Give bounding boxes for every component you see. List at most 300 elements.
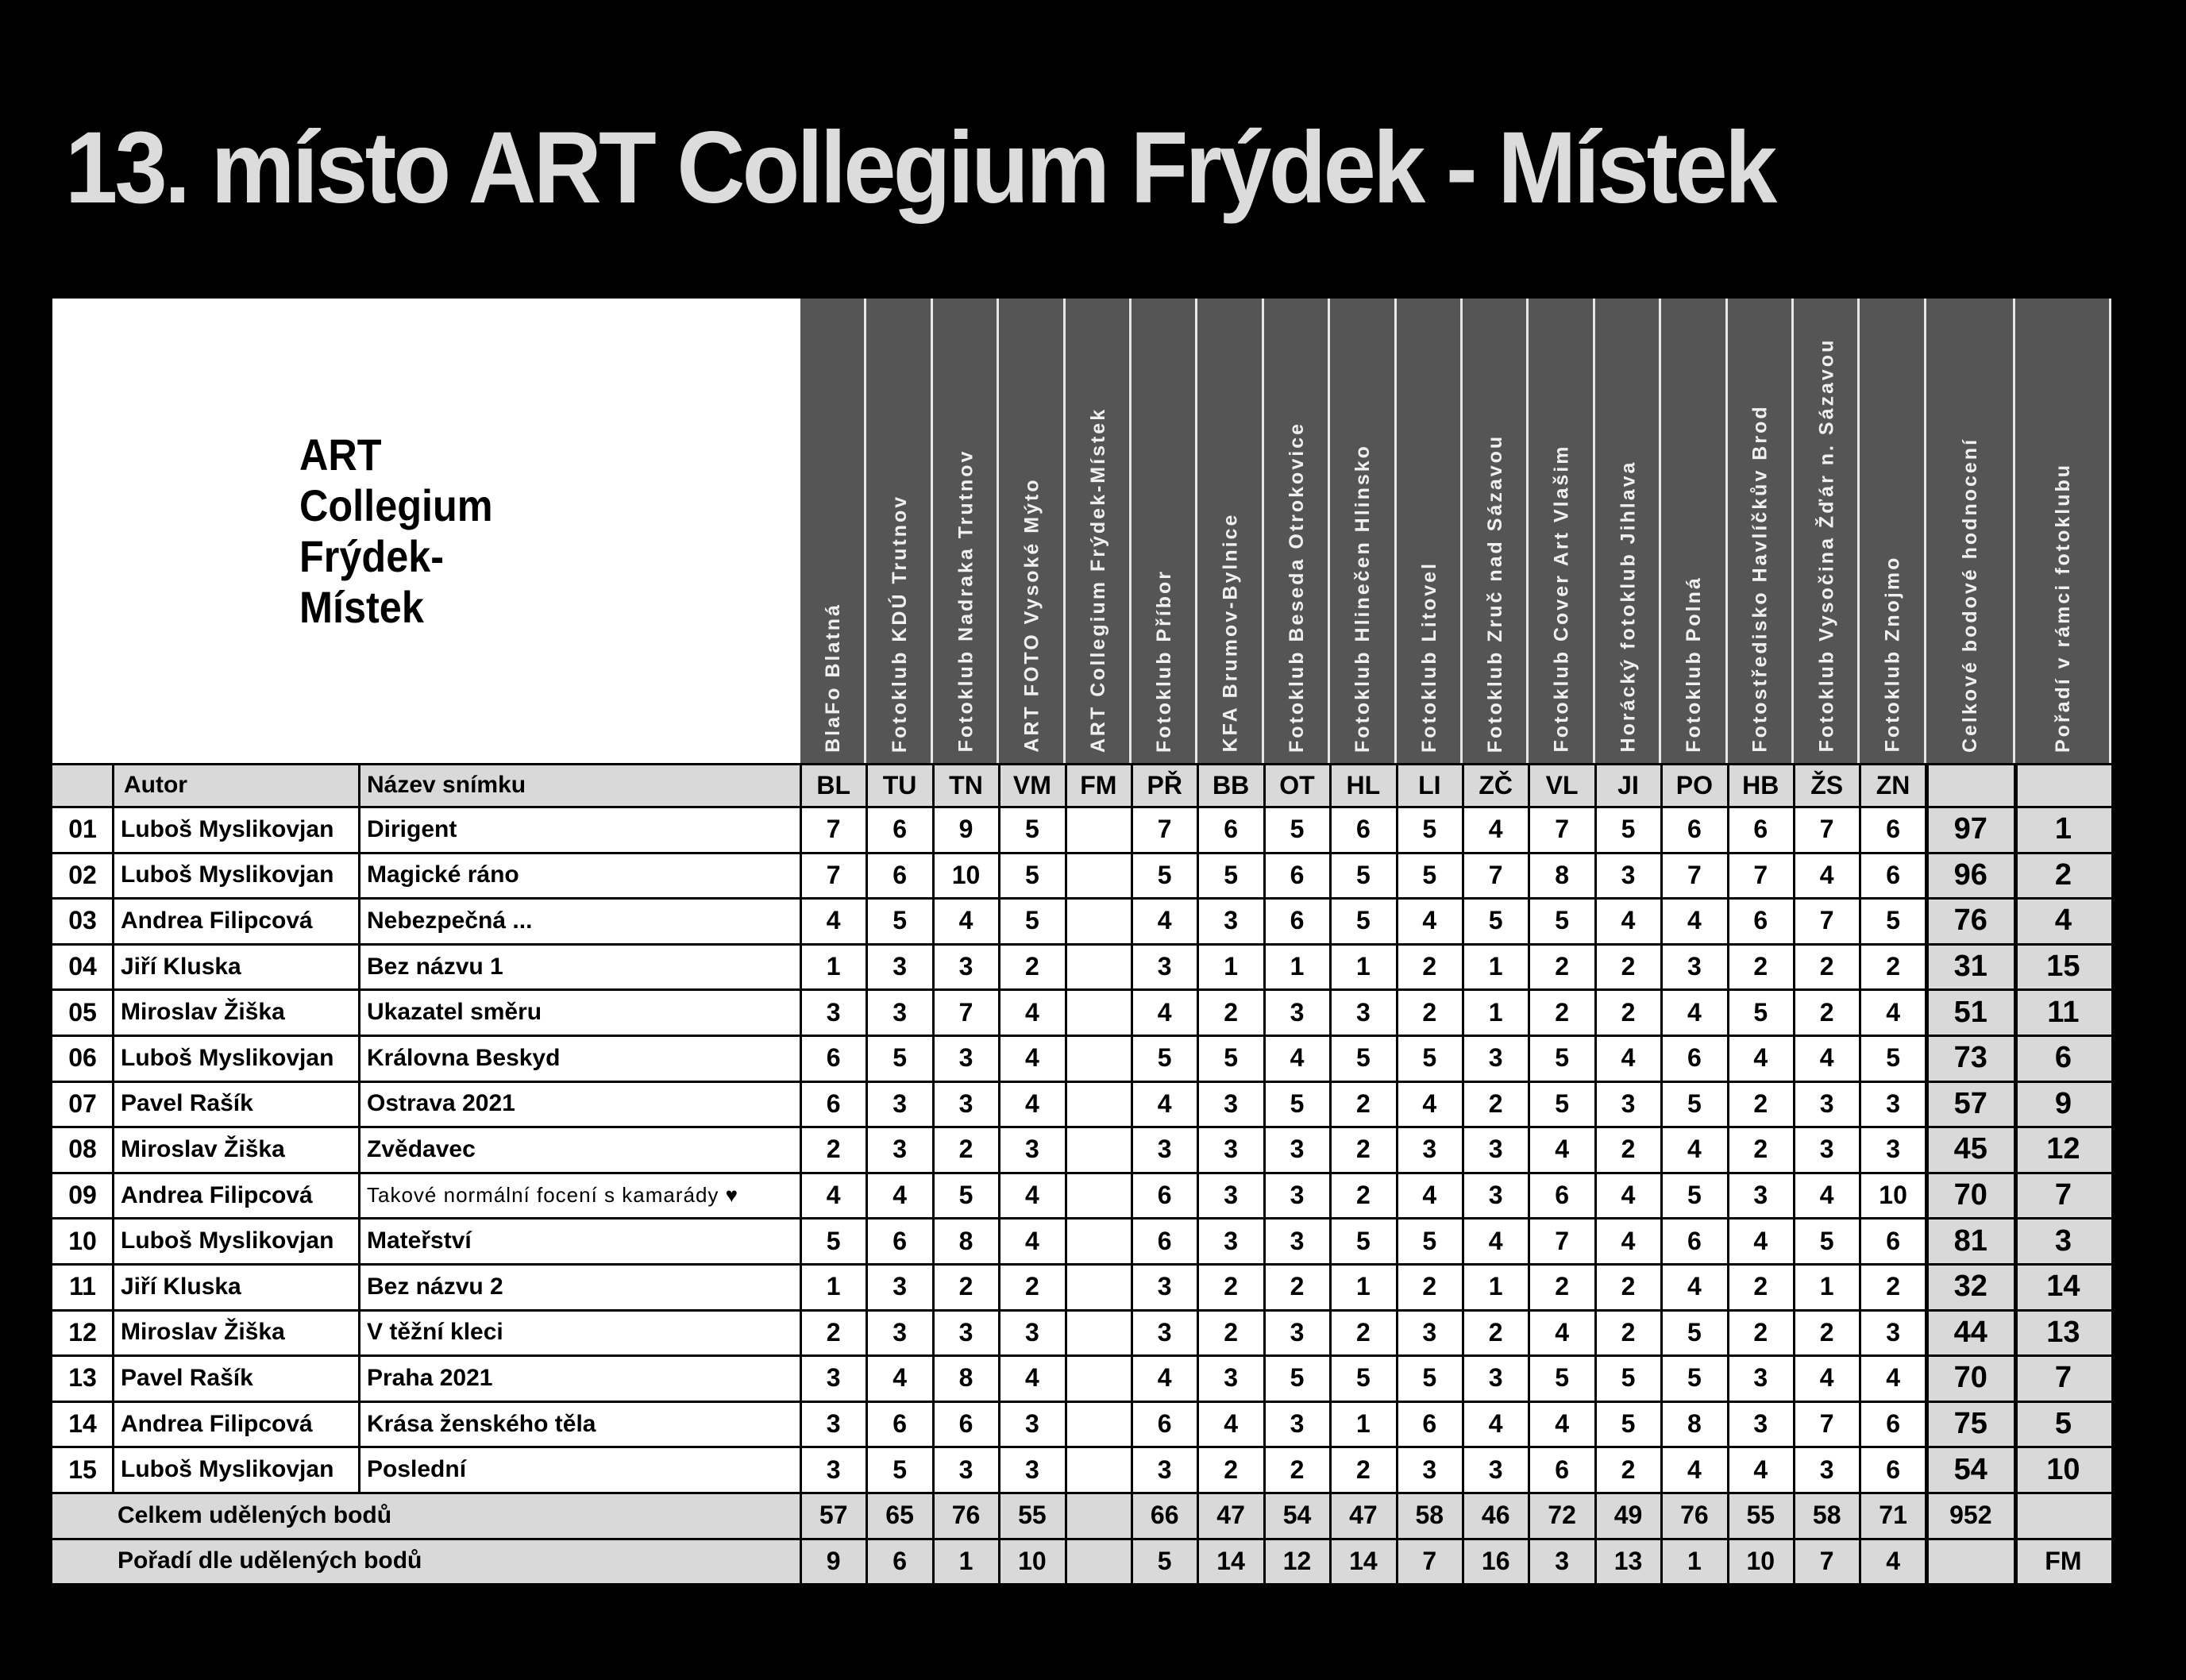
score-cell: 2 [1595, 1310, 1661, 1356]
score-cell [1066, 1264, 1132, 1310]
score-cell [1066, 1081, 1132, 1127]
score-cell: 5 [1197, 1035, 1263, 1081]
club-header-ot-label: Fotoklub Beseda Otrokovice [1285, 421, 1308, 753]
totals-row-total: 952 [1926, 1493, 2015, 1539]
totals-row-value: 49 [1595, 1493, 1661, 1539]
row-divider [52, 1401, 2111, 1403]
score-cell: 6 [1661, 1035, 1727, 1081]
totals-row-rank [2015, 1493, 2111, 1539]
totals-row-value [1066, 1493, 1132, 1539]
score-cell: 6 [1860, 1218, 1926, 1264]
row-number: 11 [52, 1264, 113, 1310]
club-header-li [1397, 299, 1463, 764]
score-cell: 2 [1794, 1310, 1860, 1356]
total-score: 31 [1926, 944, 2015, 990]
score-cell: 5 [866, 898, 932, 944]
row-number: 13 [52, 1355, 113, 1401]
total-score: 51 [1926, 989, 2015, 1035]
total-score: 73 [1926, 1035, 2015, 1081]
score-cell: 5 [999, 807, 1065, 853]
score-cell: 10 [933, 853, 999, 899]
score-cell: 5 [1330, 1218, 1396, 1264]
score-cell: 7 [1529, 807, 1594, 853]
totals-row-value: 58 [1794, 1493, 1860, 1539]
order-row-label: Pořadí dle udělených bodů [52, 1539, 800, 1585]
photo-column-header: Název snímku [359, 764, 800, 807]
photo-title: Zvědavec [359, 1127, 800, 1173]
score-cell: 6 [1264, 898, 1330, 944]
score-cell: 4 [1794, 1355, 1860, 1401]
score-cell: 3 [1132, 944, 1197, 990]
score-cell: 1 [800, 1264, 866, 1310]
totals-row-value: 72 [1529, 1493, 1594, 1539]
score-cell: 5 [1132, 1035, 1197, 1081]
club-header-zn [1860, 299, 1926, 764]
score-cell: 5 [866, 1447, 932, 1493]
score-cell: 3 [1330, 989, 1396, 1035]
score-cell: 4 [800, 898, 866, 944]
row-divider [52, 806, 2111, 808]
score-cell: 3 [1264, 1401, 1330, 1447]
score-cell: 6 [1529, 1447, 1594, 1493]
photo-title: Nebezpečná ... [359, 898, 800, 944]
score-cell: 2 [1330, 1127, 1396, 1173]
column-divider [358, 764, 360, 1493]
total-score: 76 [1926, 898, 2015, 944]
column-divider [866, 764, 868, 1584]
club-header-zč-label: Fotoklub Zruč nad Sázavou [1484, 433, 1507, 753]
totals-row-value: 76 [1661, 1493, 1727, 1539]
score-cell: 9 [933, 807, 999, 853]
score-cell [1066, 1173, 1132, 1219]
score-cell: 4 [1794, 853, 1860, 899]
score-cell: 5 [999, 898, 1065, 944]
score-cell: 2 [1728, 1264, 1794, 1310]
order-row-value: 4 [1860, 1539, 1926, 1585]
score-cell: 5 [1529, 898, 1594, 944]
club-header-po [1661, 299, 1727, 764]
score-cell: 7 [1728, 853, 1794, 899]
score-cell: 1 [1264, 944, 1330, 990]
author-name: Pavel Rašík [113, 1081, 359, 1127]
total-score: 32 [1926, 1264, 2015, 1310]
total-score: 96 [1926, 853, 2015, 899]
row-number: 03 [52, 898, 113, 944]
score-cell: 7 [800, 807, 866, 853]
score-cell: 5 [1132, 853, 1197, 899]
club-header-vm-label: ART FOTO Vysoké Mýto [1020, 477, 1043, 753]
column-divider [1197, 764, 1199, 1584]
author-name: Luboš Myslikovjan [113, 807, 359, 853]
score-cell: 6 [1132, 1218, 1197, 1264]
score-cell: 3 [1860, 1127, 1926, 1173]
club-rank: 11 [2015, 989, 2111, 1035]
score-cell: 2 [800, 1310, 866, 1356]
score-cell: 3 [1264, 1173, 1330, 1219]
photo-title: Praha 2021 [359, 1355, 800, 1401]
row-number: 01 [52, 807, 113, 853]
score-cell: 2 [1197, 1447, 1263, 1493]
score-cell: 7 [933, 989, 999, 1035]
column-divider [1528, 764, 1530, 1584]
order-row-value: 1 [1661, 1539, 1727, 1585]
club-header-vl-label: Fotoklub Cover Art Vlašim [1550, 444, 1573, 753]
score-cell: 6 [1728, 898, 1794, 944]
score-cell: 3 [1463, 1447, 1529, 1493]
score-cell: 3 [1595, 853, 1661, 899]
score-cell: 3 [1794, 1127, 1860, 1173]
row-divider [52, 1354, 2111, 1357]
club-header-ji-label: Horácký fotoklub Jihlava [1616, 460, 1639, 753]
score-cell: 3 [1264, 989, 1330, 1035]
author-name: Miroslav Žiška [113, 1127, 359, 1173]
score-cell: 5 [800, 1218, 866, 1264]
score-cell: 7 [1661, 853, 1727, 899]
totals-row-label: Celkem udělených bodů [52, 1493, 800, 1539]
club-header-žs-label: Fotoklub Vysočina Žďár n. Sázavou [1815, 337, 1838, 753]
score-cell: 4 [1595, 1035, 1661, 1081]
score-cell: 3 [1463, 1173, 1529, 1219]
score-cell: 2 [1794, 944, 1860, 990]
column-divider [800, 764, 802, 1584]
score-cell: 3 [1463, 1127, 1529, 1173]
score-cell: 2 [1595, 989, 1661, 1035]
score-cell: 3 [1264, 1310, 1330, 1356]
column-divider [1396, 764, 1398, 1584]
score-cell: 2 [1728, 944, 1794, 990]
row-number: 09 [52, 1173, 113, 1219]
photo-title: Dirigent [359, 807, 800, 853]
total-score: 57 [1926, 1081, 2015, 1127]
photo-title: Krása ženského těla [359, 1401, 800, 1447]
column-divider [1131, 764, 1133, 1584]
totals-row-value: 55 [1728, 1493, 1794, 1539]
score-cell: 1 [1463, 989, 1529, 1035]
row-number: 14 [52, 1401, 113, 1447]
score-cell: 2 [1595, 1447, 1661, 1493]
club-header-li-label: Fotoklub Litovel [1417, 561, 1440, 753]
row-divider [52, 1126, 2111, 1128]
photo-title: Bez názvu 1 [359, 944, 800, 990]
row-divider [52, 1492, 2111, 1494]
score-cell: 5 [1264, 1081, 1330, 1127]
score-cell: 6 [1728, 807, 1794, 853]
score-cell: 5 [1661, 1310, 1727, 1356]
score-cell: 2 [1595, 1127, 1661, 1173]
order-row-value: 9 [800, 1539, 866, 1585]
score-cell: 4 [1794, 1035, 1860, 1081]
score-cell: 5 [1529, 1035, 1594, 1081]
column-divider [932, 764, 935, 1584]
score-cell [1066, 1218, 1132, 1264]
score-cell: 1 [1463, 944, 1529, 990]
club-code: TN [933, 764, 999, 807]
score-cell: 5 [1264, 807, 1330, 853]
score-cell: 4 [1197, 1401, 1263, 1447]
column-divider [1859, 764, 1861, 1584]
author-name: Jiří Kluska [113, 1264, 359, 1310]
score-cell: 4 [800, 1173, 866, 1219]
row-number: 02 [52, 853, 113, 899]
score-cell: 8 [1661, 1401, 1727, 1447]
club-code: VL [1529, 764, 1594, 807]
column-divider [998, 764, 1000, 1584]
club-header-tu-label: Fotoklub KDÚ Trutnov [888, 494, 911, 753]
totals-row-value: 58 [1397, 1493, 1463, 1539]
score-cell: 2 [800, 1127, 866, 1173]
score-cell: 4 [1397, 1081, 1463, 1127]
score-cell: 4 [1728, 1447, 1794, 1493]
row-divider [52, 1309, 2111, 1312]
score-cell: 8 [933, 1355, 999, 1401]
score-cell [1066, 1401, 1132, 1447]
score-cell: 4 [1132, 1355, 1197, 1401]
score-cell: 2 [1529, 1264, 1594, 1310]
club-header-hb [1728, 299, 1794, 764]
order-row-value: 14 [1197, 1539, 1263, 1585]
club-header-př-label: Fotoklub Příbor [1153, 568, 1176, 753]
score-cell: 4 [1661, 1264, 1727, 1310]
score-cell: 3 [1397, 1310, 1463, 1356]
totals-row-value: 47 [1330, 1493, 1396, 1539]
score-cell: 3 [1197, 898, 1263, 944]
club-header-zč [1463, 299, 1529, 764]
column-divider [1263, 764, 1266, 1584]
total-score: 75 [1926, 1401, 2015, 1447]
score-cell: 4 [866, 1355, 932, 1401]
score-cell: 3 [999, 1401, 1065, 1447]
score-cell: 4 [999, 1081, 1065, 1127]
club-header-tu [866, 299, 932, 764]
order-row-value: 12 [1264, 1539, 1330, 1585]
author-column-header: Autor [52, 764, 359, 807]
score-cell: 2 [1728, 1081, 1794, 1127]
score-cell: 7 [1794, 898, 1860, 944]
score-cell: 6 [1264, 853, 1330, 899]
club-header-ji [1595, 299, 1661, 764]
club-rank: 12 [2015, 1127, 2111, 1173]
photo-title: Magické ráno [359, 853, 800, 899]
score-cell: 3 [999, 1127, 1065, 1173]
score-cell: 3 [1197, 1218, 1263, 1264]
row-divider [52, 1538, 2111, 1540]
order-row-value: 10 [1728, 1539, 1794, 1585]
score-cell: 6 [866, 1218, 932, 1264]
club-code: OT [1264, 764, 1330, 807]
score-cell: 4 [1463, 1401, 1529, 1447]
score-cell: 5 [1595, 1355, 1661, 1401]
author-name: Miroslav Žiška [113, 1310, 359, 1356]
summary-divider [2014, 764, 2018, 1584]
score-cell: 3 [1397, 1447, 1463, 1493]
score-cell: 4 [1397, 898, 1463, 944]
score-cell: 3 [800, 989, 866, 1035]
score-cell: 3 [933, 1081, 999, 1127]
club-header-fm-label: ART Collegium Frýdek-Místek [1086, 407, 1109, 753]
order-row-value: 1 [933, 1539, 999, 1585]
club-rank: 4 [2015, 898, 2111, 944]
score-cell [1066, 1447, 1132, 1493]
score-cell [1066, 1355, 1132, 1401]
score-cell: 6 [1860, 1447, 1926, 1493]
score-cell: 4 [1860, 989, 1926, 1035]
totals-row-value: 66 [1132, 1493, 1197, 1539]
score-cell: 7 [1794, 807, 1860, 853]
score-cell: 5 [1794, 1218, 1860, 1264]
photo-title: Poslední [359, 1447, 800, 1493]
score-cell: 4 [999, 1173, 1065, 1219]
score-cell: 4 [1132, 1081, 1197, 1127]
score-cell: 1 [1330, 1264, 1396, 1310]
total-header [1926, 299, 2015, 764]
column-divider [1594, 764, 1597, 1584]
score-cell: 5 [1529, 1355, 1594, 1401]
score-cell: 4 [1794, 1173, 1860, 1219]
total-score: 97 [1926, 807, 2015, 853]
score-cell: 3 [1728, 1173, 1794, 1219]
score-cell: 5 [1397, 1355, 1463, 1401]
score-cell: 6 [1860, 807, 1926, 853]
order-row-value: 7 [1794, 1539, 1860, 1585]
score-cell: 3 [1728, 1401, 1794, 1447]
column-divider [1793, 764, 1795, 1584]
column-divider [1065, 764, 1067, 1584]
club-header-př [1132, 299, 1197, 764]
score-cell: 2 [1529, 944, 1594, 990]
score-cell: 4 [1529, 1401, 1594, 1447]
club-rank: 7 [2015, 1173, 2111, 1219]
score-cell [1066, 989, 1132, 1035]
score-cell: 5 [1595, 807, 1661, 853]
score-cell: 2 [999, 944, 1065, 990]
score-cell: 6 [800, 1081, 866, 1127]
score-cell: 3 [1132, 1127, 1197, 1173]
header-divider [52, 763, 2111, 765]
score-cell: 6 [866, 807, 932, 853]
row-divider [52, 988, 2111, 991]
score-cell: 2 [1728, 1310, 1794, 1356]
club-header-hb-label: Fotostředisko Havlíčkův Brod [1748, 404, 1772, 753]
score-cell: 1 [1330, 944, 1396, 990]
photo-title: Ukazatel směru [359, 989, 800, 1035]
score-cell: 4 [866, 1173, 932, 1219]
row-number: 06 [52, 1035, 113, 1081]
club-header-tn-label: Fotoklub Nadraka Trutnov [954, 449, 977, 753]
score-cell: 3 [999, 1447, 1065, 1493]
club-rank: 2 [2015, 853, 2111, 899]
score-cell: 2 [1595, 1264, 1661, 1310]
score-cell: 4 [1529, 1127, 1594, 1173]
score-cell: 2 [1397, 944, 1463, 990]
row-divider [52, 1263, 2111, 1266]
score-cell: 1 [1794, 1264, 1860, 1310]
score-cell: 3 [866, 944, 932, 990]
score-cell: 5 [1330, 1355, 1396, 1401]
order-row-total [1926, 1539, 2015, 1585]
column-divider [1329, 764, 1332, 1584]
score-cell: 1 [1197, 944, 1263, 990]
score-cell: 6 [1529, 1173, 1594, 1219]
score-cell: 6 [1197, 807, 1263, 853]
score-cell: 2 [1330, 1173, 1396, 1219]
row-divider [52, 1217, 2111, 1220]
club-header-vl [1529, 299, 1594, 764]
club-header-zn-label: Fotoklub Znojmo [1881, 555, 1904, 753]
score-cell [1066, 1035, 1132, 1081]
row-divider [52, 897, 2111, 900]
score-cell [1066, 807, 1132, 853]
row-number: 07 [52, 1081, 113, 1127]
score-cell: 3 [1463, 1355, 1529, 1401]
score-cell: 5 [1330, 898, 1396, 944]
club-header-bl [800, 299, 866, 764]
score-cell: 5 [1661, 1355, 1727, 1401]
score-cell: 2 [1529, 989, 1594, 1035]
score-cell: 3 [800, 1355, 866, 1401]
score-cell: 3 [1728, 1355, 1794, 1401]
order-row-value: 7 [1397, 1539, 1463, 1585]
score-cell: 3 [933, 1310, 999, 1356]
column-divider [112, 764, 114, 1493]
score-cell: 3 [1132, 1447, 1197, 1493]
totals-row-value: 55 [999, 1493, 1065, 1539]
club-code: ZN [1860, 764, 1926, 807]
club-rank: 15 [2015, 944, 2111, 990]
score-cell: 6 [1661, 807, 1727, 853]
club-code: BB [1197, 764, 1263, 807]
row-number: 15 [52, 1447, 113, 1493]
score-cell: 3 [1264, 1218, 1330, 1264]
club-header-tn [933, 299, 999, 764]
score-cell: 4 [1661, 1447, 1727, 1493]
club-name-box [52, 299, 800, 764]
score-cell: 6 [1397, 1401, 1463, 1447]
author-name: Pavel Rašík [113, 1355, 359, 1401]
column-divider [1462, 764, 1464, 1584]
score-cell: 3 [1197, 1081, 1263, 1127]
score-cell: 5 [1860, 1035, 1926, 1081]
club-header-vm [999, 299, 1065, 764]
totals-row-value: 65 [866, 1493, 932, 1539]
club-rank: 3 [2015, 1218, 2111, 1264]
row-divider [52, 1035, 2111, 1037]
score-cell: 4 [999, 989, 1065, 1035]
score-cell [1066, 898, 1132, 944]
score-cell: 4 [1595, 1173, 1661, 1219]
total-score: 81 [1926, 1218, 2015, 1264]
score-cell: 3 [1264, 1127, 1330, 1173]
total-score: 70 [1926, 1173, 2015, 1219]
score-cell: 3 [1132, 1310, 1197, 1356]
score-cell: 4 [999, 1218, 1065, 1264]
totals-row-value: 47 [1197, 1493, 1263, 1539]
score-cell: 4 [999, 1035, 1065, 1081]
club-header-bb [1197, 299, 1263, 764]
row-number: 05 [52, 989, 113, 1035]
rank-header-label: Pořadí v rámci fotoklubu [2051, 462, 2074, 753]
score-cell [1066, 853, 1132, 899]
club-header-po-label: Fotoklub Polná [1683, 575, 1706, 753]
club-code: FM [1066, 764, 1132, 807]
club-rank: 6 [2015, 1035, 2111, 1081]
row-number: 08 [52, 1127, 113, 1173]
score-cell: 3 [1794, 1447, 1860, 1493]
score-cell: 2 [1264, 1264, 1330, 1310]
author-name: Andrea Filipcová [113, 898, 359, 944]
score-cell: 4 [1529, 1310, 1594, 1356]
club-rank: 9 [2015, 1081, 2111, 1127]
score-cell: 7 [800, 853, 866, 899]
